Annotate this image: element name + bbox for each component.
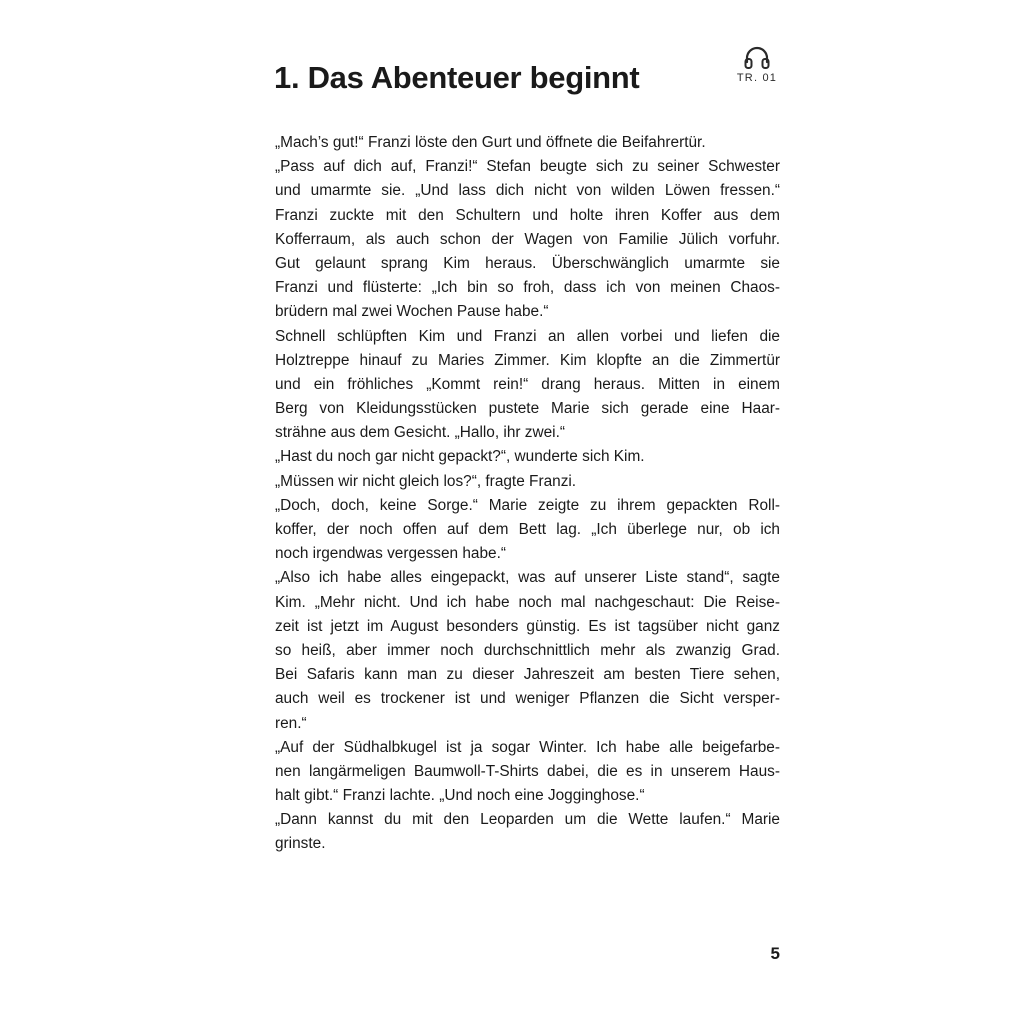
headphones-icon [742, 44, 772, 70]
text-line: „Auf der Südhalbkugel ist ja sogar Winter. Ich habe alle beigefarbe- [275, 738, 780, 756]
text-line: und ein fröhliches „Kommt rein!“ drang heraus. Mitten in einem [275, 375, 780, 393]
text-line: koffer, der noch offen auf dem Bett lag. „Ich überlege nur, ob ich [275, 521, 780, 538]
text-line: noch irgendwas vergessen habe.“ [275, 545, 507, 563]
text-line: strähne aus dem Gesicht. „Hallo, ihr zwei.“ [275, 424, 565, 442]
text-line: Bei Safaris kann man zu dieser Jahreszeit am besten Tiere sehen, [275, 666, 780, 684]
text-line: „Dann kannst du mit den Leoparden um die Wette laufen.“ Marie [275, 811, 780, 829]
text-line: Kofferraum, als auch schon der Wagen von Familie Jülich vorfuhr. [275, 230, 780, 248]
text-line: ren.“ [275, 714, 307, 732]
text-line: nen langärmeligen Baumwoll-T-Shirts dabei, die es in unserem Haus- [275, 762, 780, 780]
text-line: so heiß, aber immer noch durchschnittlich mehr als zwanzig Grad. [275, 641, 780, 659]
text-line: „Müssen wir nicht gleich los?“, fragte Franzi. [275, 472, 577, 490]
text-line: „Hast du noch gar nicht gepackt?“, wunderte sich Kim. [275, 448, 645, 466]
audio-track-marker [733, 44, 781, 84]
chapter-body-text [275, 131, 780, 857]
track-number: TR. 01 [736, 72, 778, 84]
text-line: zeit ist jetzt im August besonders günstig. Es ist tagsüber nicht ganz [275, 617, 780, 635]
text-line: „Also ich habe alles eingepackt, was auf unserer Liste stand“, sagte [275, 569, 780, 587]
chapter-title: 1. Das Abenteuer beginnt [274, 60, 640, 95]
page-number: 5 [770, 944, 780, 963]
text-line: „Doch, doch, keine Sorge.“ Marie zeigte zu ihrem gepackten Roll- [275, 496, 780, 514]
text-line: Kim. „Mehr nicht. Und ich habe noch mal nachgeschaut: Die Reise- [275, 593, 780, 611]
text-line: Berg von Kleidungsstücken pustete Marie sich gerade eine Haar- [275, 400, 780, 418]
text-line: und umarmte sie. „Und lass dich nicht von wilden Löwen fressen.“ [275, 182, 780, 200]
text-line: Franzi zuckte mit den Schultern und holte ihren Koffer aus dem [275, 206, 780, 224]
text-line: grinste. [275, 835, 326, 853]
text-line: Holztreppe hinauf zu Maries Zimmer. Kim klopfte an die Zimmertür [275, 351, 780, 369]
text-line: auch weil es trockener ist und weniger Pflanzen die Sicht versper- [275, 690, 780, 708]
text-line: „Pass auf dich auf, Franzi!“ Stefan beugte sich zu seiner Schwester [275, 158, 780, 176]
text-line: brüdern mal zwei Wochen Pause habe.“ [275, 303, 549, 321]
text-line: Schnell schlüpften Kim und Franzi an allen vorbei und liefen die [275, 327, 780, 345]
text-line: Franzi und flüsterte: „Ich bin so froh, dass ich von meinen Chaos- [275, 279, 780, 297]
text-line: Gut gelaunt sprang Kim heraus. Überschwänglich umarmte sie [275, 254, 780, 272]
text-line: halt gibt.“ Franzi lachte. „Und noch eine Jogginghose.“ [275, 787, 645, 805]
text-line: „Mach’s gut!“ Franzi löste den Gurt und öffnete die Beifahrertür. [275, 134, 706, 151]
